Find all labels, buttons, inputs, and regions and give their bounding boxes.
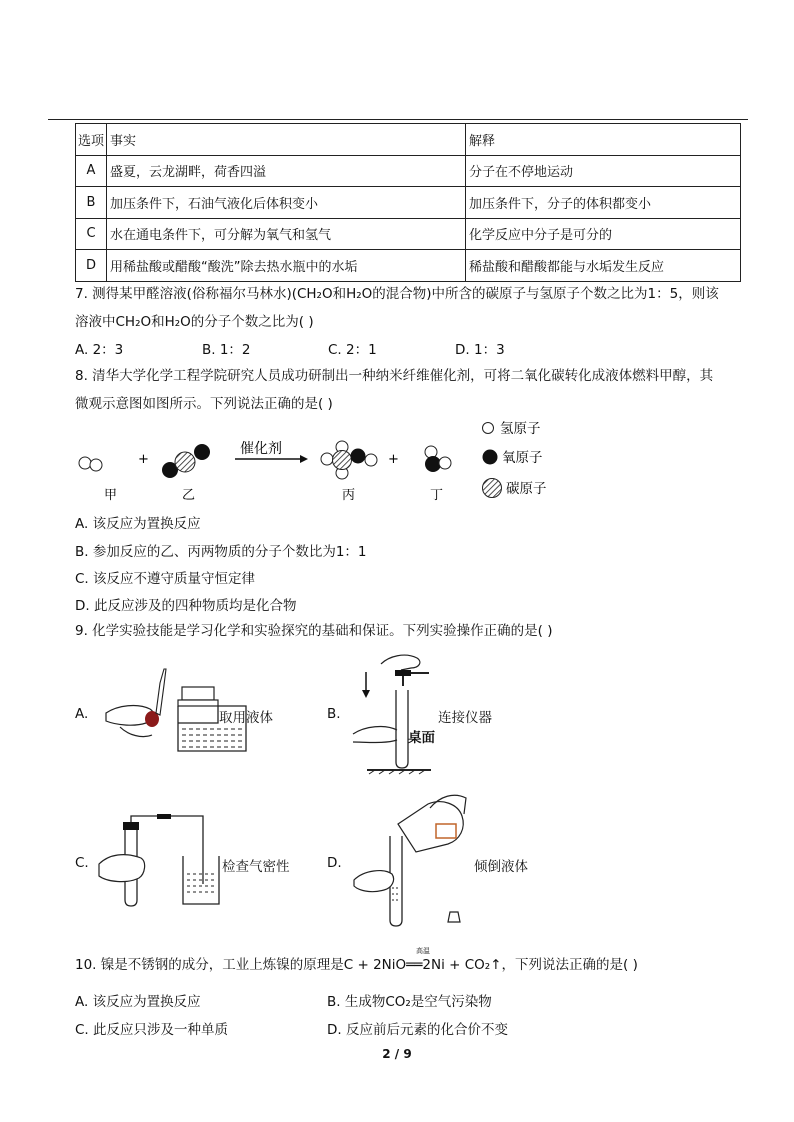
header-rule bbox=[48, 119, 748, 120]
figure-d-pouring bbox=[350, 790, 475, 940]
reaction-diagram bbox=[60, 415, 580, 507]
page-number: 2 / 9 bbox=[382, 1047, 412, 1061]
label-icon bbox=[436, 824, 456, 838]
q10-option-b: B. 生成物CO₂是空气污染物 bbox=[327, 994, 492, 1010]
q8-option-a: A. 该反应为置换反应 bbox=[75, 516, 201, 532]
header-option: 选项 bbox=[76, 124, 107, 156]
q9-option-c-letter: C. bbox=[75, 855, 89, 871]
table-row bbox=[76, 218, 741, 250]
q10-stem: 10. 镍是不锈钢的成分，工业上炼镍的原理是C + 2NiO══2Ni + CO₂↑，下列说法正确的是( ) bbox=[75, 957, 638, 973]
molecule-water bbox=[425, 446, 451, 472]
header-fact: 事实 bbox=[107, 124, 466, 156]
plus-sign: + bbox=[138, 452, 149, 467]
q7-option-a: A. 2：3 bbox=[75, 342, 124, 358]
q7-option-b: B. 1：2 bbox=[202, 342, 251, 358]
legend-oxygen-icon bbox=[483, 450, 498, 465]
legend-oxygen: 氧原子 bbox=[502, 450, 543, 466]
q9-stem: 9. 化学实验技能是学习化学和实验探究的基础和保证。下列实验操作正确的是( ) bbox=[75, 623, 553, 639]
q10-option-c: C. 此反应只涉及一种单质 bbox=[75, 1022, 229, 1038]
q7-option-d: D. 1：3 bbox=[455, 342, 505, 358]
row-explanation: 化学反应中分子是可分的 bbox=[466, 218, 741, 250]
reaction-condition: 高温 bbox=[416, 947, 430, 955]
row-explanation: 分子在不停地运动 bbox=[466, 155, 741, 187]
figure-b-connect bbox=[345, 650, 445, 775]
q9-option-b-letter: B. bbox=[327, 706, 341, 722]
q8-option-b: B. 参加反应的乙、丙两物质的分子个数比为1：1 bbox=[75, 544, 367, 560]
molecule-co2 bbox=[162, 444, 210, 478]
label-jia: 甲 bbox=[104, 488, 118, 503]
plus-sign: + bbox=[388, 452, 399, 467]
row-explanation: 加压条件下，分子的体积都变小 bbox=[466, 187, 741, 219]
q7-stem-line2: 溶液中CH₂O和H₂O的分子个数之比为( ) bbox=[75, 314, 314, 330]
row-option: B bbox=[76, 187, 107, 219]
row-fact: 用稀盐酸或醋酸“酸洗”除去热水瓶中的水垢 bbox=[107, 250, 466, 282]
q9-caption-c: 检查气密性 bbox=[222, 859, 290, 875]
molecule-h2 bbox=[79, 457, 102, 471]
row-option: D bbox=[76, 250, 107, 282]
q9-desk-label: 桌面 bbox=[408, 730, 435, 746]
q9-caption-d: 倾倒液体 bbox=[474, 859, 528, 875]
arrow-head bbox=[300, 455, 308, 463]
row-option: A bbox=[76, 155, 107, 187]
q9-caption-a: 取用液体 bbox=[219, 710, 273, 726]
q8-stem-line2: 微观示意图如图所示。下列说法正确的是( ) bbox=[75, 396, 333, 412]
molecule-methanol bbox=[321, 441, 377, 479]
q8-option-c: C. 该反应不遵守质量守恒定律 bbox=[75, 571, 256, 587]
q8-stem-line1: 8. 清华大学化学工程学院研究人员成功研制出一种纳米纤维催化剂，可将二氧化碳转化成液体燃料甲醇，其 bbox=[75, 368, 714, 384]
q10-option-a: A. 该反应为置换反应 bbox=[75, 994, 201, 1010]
catalyst-label: 催化剂 bbox=[240, 441, 282, 457]
legend-hydrogen-icon bbox=[483, 423, 494, 434]
figure-c-airtightness bbox=[95, 814, 225, 909]
table-row bbox=[76, 155, 741, 187]
test-tube-icon bbox=[396, 690, 408, 768]
q8-option-d: D. 此反应涉及的四种物质均是化合物 bbox=[75, 598, 297, 614]
label-bing: 丙 bbox=[342, 488, 356, 503]
q7-stem-line1: 7. 测得某甲醛溶液(俗称福尔马林水)(CH₂O和H₂O的混合物)中所含的碳原子与氢原子个数之比为1：5，则该 bbox=[75, 286, 719, 302]
label-ding: 丁 bbox=[430, 488, 444, 503]
q7-option-c: C. 2：1 bbox=[328, 342, 377, 358]
header-explanation: 解释 bbox=[466, 124, 741, 156]
row-fact: 水在通电条件下，可分解为氧气和氢气 bbox=[107, 218, 466, 250]
hand-icon bbox=[381, 655, 420, 670]
hand-icon bbox=[99, 855, 145, 882]
row-fact: 加压条件下，石油气液化后体积变小 bbox=[107, 187, 466, 219]
q9-caption-b: 连接仪器 bbox=[438, 710, 492, 726]
table-row bbox=[76, 187, 741, 219]
legend-carbon: 碳原子 bbox=[506, 481, 547, 497]
row-option: C bbox=[76, 218, 107, 250]
q9-option-a-letter: A. bbox=[75, 706, 89, 722]
label-yi: 乙 bbox=[182, 488, 196, 503]
table-row bbox=[76, 250, 741, 282]
stopper-icon bbox=[448, 912, 460, 922]
q10-option-d: D. 反应前后元素的化合价不变 bbox=[327, 1022, 508, 1038]
table-header-row bbox=[76, 124, 741, 156]
row-explanation: 稀盐酸和醋酸都能与水垢发生反应 bbox=[466, 250, 741, 282]
legend-carbon-icon bbox=[483, 479, 502, 498]
row-fact: 盛夏，云龙湖畔，荷香四溢 bbox=[107, 155, 466, 187]
facts-table bbox=[75, 123, 741, 282]
legend-hydrogen: 氢原子 bbox=[500, 421, 541, 437]
dropper-tube-icon bbox=[156, 669, 166, 715]
q9-option-d-letter: D. bbox=[327, 855, 342, 871]
